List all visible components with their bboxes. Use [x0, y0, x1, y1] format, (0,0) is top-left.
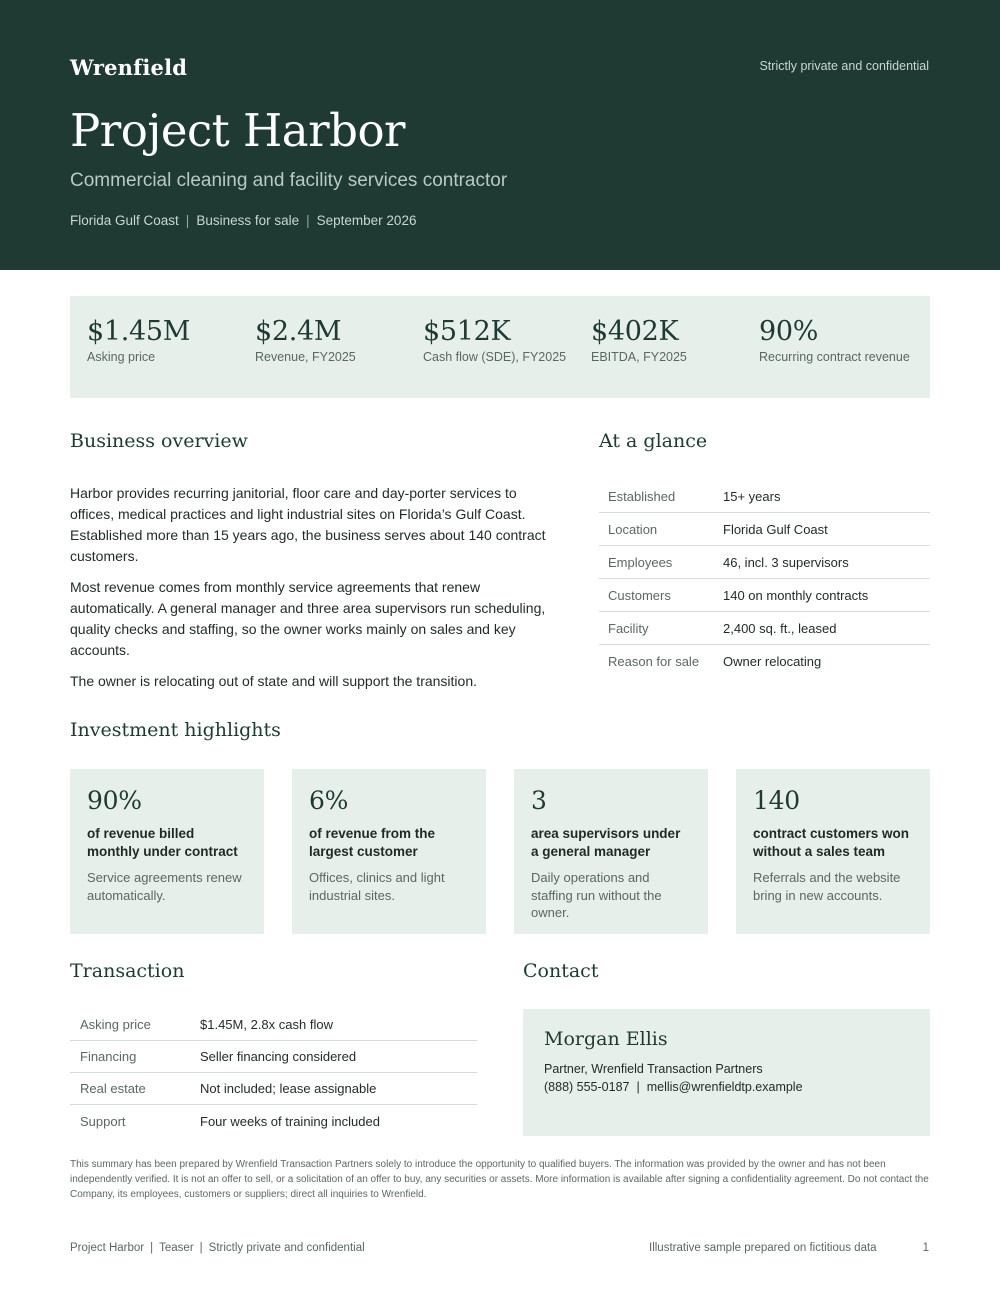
- table-row: [70, 1041, 477, 1073]
- header-meta: [70, 213, 416, 228]
- contact-card: [523, 1009, 930, 1136]
- footer-note: Illustrative sample prepared on fictitious data: [649, 1242, 877, 1254]
- contact-email[interactable]: mellis@wrenfieldtp.example: [646, 1080, 803, 1094]
- footer-separator: |: [150, 1242, 154, 1254]
- table-row: [599, 645, 930, 678]
- stat-cash-flow: [423, 316, 566, 364]
- header-banner: [0, 0, 1000, 270]
- contact-name: Morgan Ellis: [544, 1028, 668, 1050]
- overview-paragraph: Most revenue comes from monthly service agreements that renew automatically. A general manager and three area supervisors run scheduling, quality checks and staffing, so the owner works mainly on sales and key accounts.: [70, 579, 546, 658]
- highlights-heading: Investment highlights: [70, 719, 281, 741]
- transaction-value: Seller financing considered: [200, 1049, 357, 1064]
- highlight-title: area supervisors under a general manager: [531, 826, 681, 859]
- transaction-key: Real estate: [80, 1081, 146, 1096]
- highlight-card: [514, 769, 708, 934]
- meta-separator: |: [306, 213, 310, 228]
- contact-separator: |: [636, 1080, 640, 1094]
- page-title: Project Harbor: [70, 104, 406, 157]
- meta-date: September 2026: [316, 213, 417, 228]
- glance-key: Employees: [608, 554, 673, 570]
- glance-value: Florida Gulf Coast: [723, 521, 828, 537]
- table-row: [599, 579, 930, 612]
- overview-paragraph: The owner is relocating out of state and will support the transition.: [70, 673, 477, 689]
- stat-value: 90%: [759, 316, 819, 347]
- glance-value: 15+ years: [723, 488, 781, 504]
- transaction-key: Financing: [80, 1049, 137, 1064]
- stat-value: $1.45M: [87, 316, 191, 347]
- stat-recurring-revenue: [759, 316, 910, 364]
- disclaimer: This summary has been prepared by Wrenfield Transaction Partners solely to introduce the opportunity to qualified buyers. The information was provided by the owner and has not been independently verified. It is not an offer to sell, or a solicitation of an offer to buy, any securities or assets. More information is available after signing a confidentiality agreement. Do not contact the Company, its employees, customers or suppliers; direct all inquiries to Wrenfield.: [70, 1159, 929, 1200]
- overview-heading: Business overview: [70, 430, 248, 452]
- highlight-title: of revenue billed monthly under contract: [87, 826, 238, 859]
- stat-value: $402K: [591, 316, 679, 347]
- stat-value: $512K: [423, 316, 511, 347]
- transaction-value: Not included; lease assignable: [200, 1081, 377, 1096]
- stat-value: $2.4M: [255, 316, 342, 347]
- stat-label: Asking price: [87, 350, 156, 364]
- overview-body: [70, 483, 560, 702]
- stat-label: Revenue, FY2025: [255, 350, 356, 364]
- highlight-number: 140: [753, 786, 800, 815]
- confidentiality-notice: Strictly private and confidential: [759, 59, 929, 73]
- highlight-number: 3: [531, 786, 547, 815]
- highlight-card: [292, 769, 486, 934]
- overview-paragraph: Harbor provides recurring janitorial, floor care and day-porter services to offices, medical practices and light industrial sites on Florida’s Gulf Coast. Established more than 15 years ago, the business serves about 140 contract customers.: [70, 485, 546, 564]
- table-row: [599, 513, 930, 546]
- footer-separator: |: [199, 1242, 203, 1254]
- highlight-card: [70, 769, 264, 934]
- glance-value: 140 on monthly contracts: [723, 587, 869, 603]
- meta-type: Business for sale: [196, 213, 300, 228]
- glance-key: Reason for sale: [608, 654, 700, 669]
- stat-revenue: [255, 316, 356, 364]
- transaction-value: $1.45M, 2.8x cash flow: [200, 1017, 333, 1032]
- highlight-title: of revenue from the largest customer: [309, 826, 436, 859]
- highlight-description: Referrals and the website bring in new accounts.: [753, 870, 901, 903]
- glance-table: [599, 480, 930, 678]
- glance-value: 46, incl. 3 supervisors: [723, 554, 849, 570]
- stat-label: Recurring contract revenue: [759, 350, 910, 364]
- page-number: 1: [922, 1242, 929, 1254]
- footer-project: Project Harbor: [70, 1242, 145, 1254]
- table-row: [599, 546, 930, 579]
- transaction-table: [70, 1009, 477, 1137]
- glance-value: 2,400 sq. ft., leased: [723, 620, 837, 636]
- contact-role: Partner, Wrenfield Transaction Partners: [544, 1062, 763, 1076]
- meta-location: Florida Gulf Coast: [70, 213, 179, 228]
- stat-asking-price: [87, 316, 190, 364]
- footer-confidential: Strictly private and confidential: [208, 1242, 365, 1254]
- glance-key: Location: [608, 521, 658, 537]
- highlight-number: 6%: [309, 786, 349, 815]
- transaction-key: Support: [80, 1113, 126, 1129]
- transaction-heading: Transaction: [70, 960, 185, 982]
- highlight-number: 90%: [87, 786, 142, 815]
- stat-label: Cash flow (SDE), FY2025: [423, 350, 567, 364]
- key-stats-band: [70, 296, 930, 398]
- transaction-value: Four weeks of training included: [200, 1113, 380, 1129]
- page-subtitle: Commercial cleaning and facility services contractor: [70, 170, 508, 191]
- highlight-description: Service agreements renew automatically.: [87, 870, 242, 903]
- meta-separator: |: [185, 213, 190, 228]
- glance-heading: At a glance: [599, 430, 708, 452]
- footer-doc-type: Teaser: [159, 1242, 194, 1254]
- table-row: [70, 1073, 477, 1105]
- glance-key: Customers: [608, 587, 671, 603]
- contact-details: [544, 1080, 909, 1094]
- contact-phone[interactable]: (888) 555-0187: [544, 1080, 630, 1094]
- brand-logo: Wrenfield: [70, 55, 188, 80]
- table-row: [599, 480, 930, 513]
- footer-left: [70, 1242, 365, 1254]
- highlight-description: Daily operations and staffing run without the owner.: [531, 870, 662, 920]
- table-row: [70, 1105, 477, 1137]
- glance-value: Owner relocating: [723, 654, 822, 669]
- contact-heading: Contact: [523, 960, 599, 982]
- table-row: [70, 1009, 477, 1041]
- stat-label: EBITDA, FY2025: [591, 350, 687, 364]
- highlight-description: Offices, clinics and light industrial sites.: [309, 870, 445, 903]
- glance-key: Established: [608, 488, 676, 504]
- highlight-card: [736, 769, 930, 934]
- table-row: [599, 612, 930, 645]
- highlight-title: contract customers won without a sales team: [753, 826, 910, 859]
- glance-key: Facility: [608, 620, 649, 636]
- transaction-key: Asking price: [80, 1017, 151, 1032]
- stat-ebitda: [591, 316, 687, 364]
